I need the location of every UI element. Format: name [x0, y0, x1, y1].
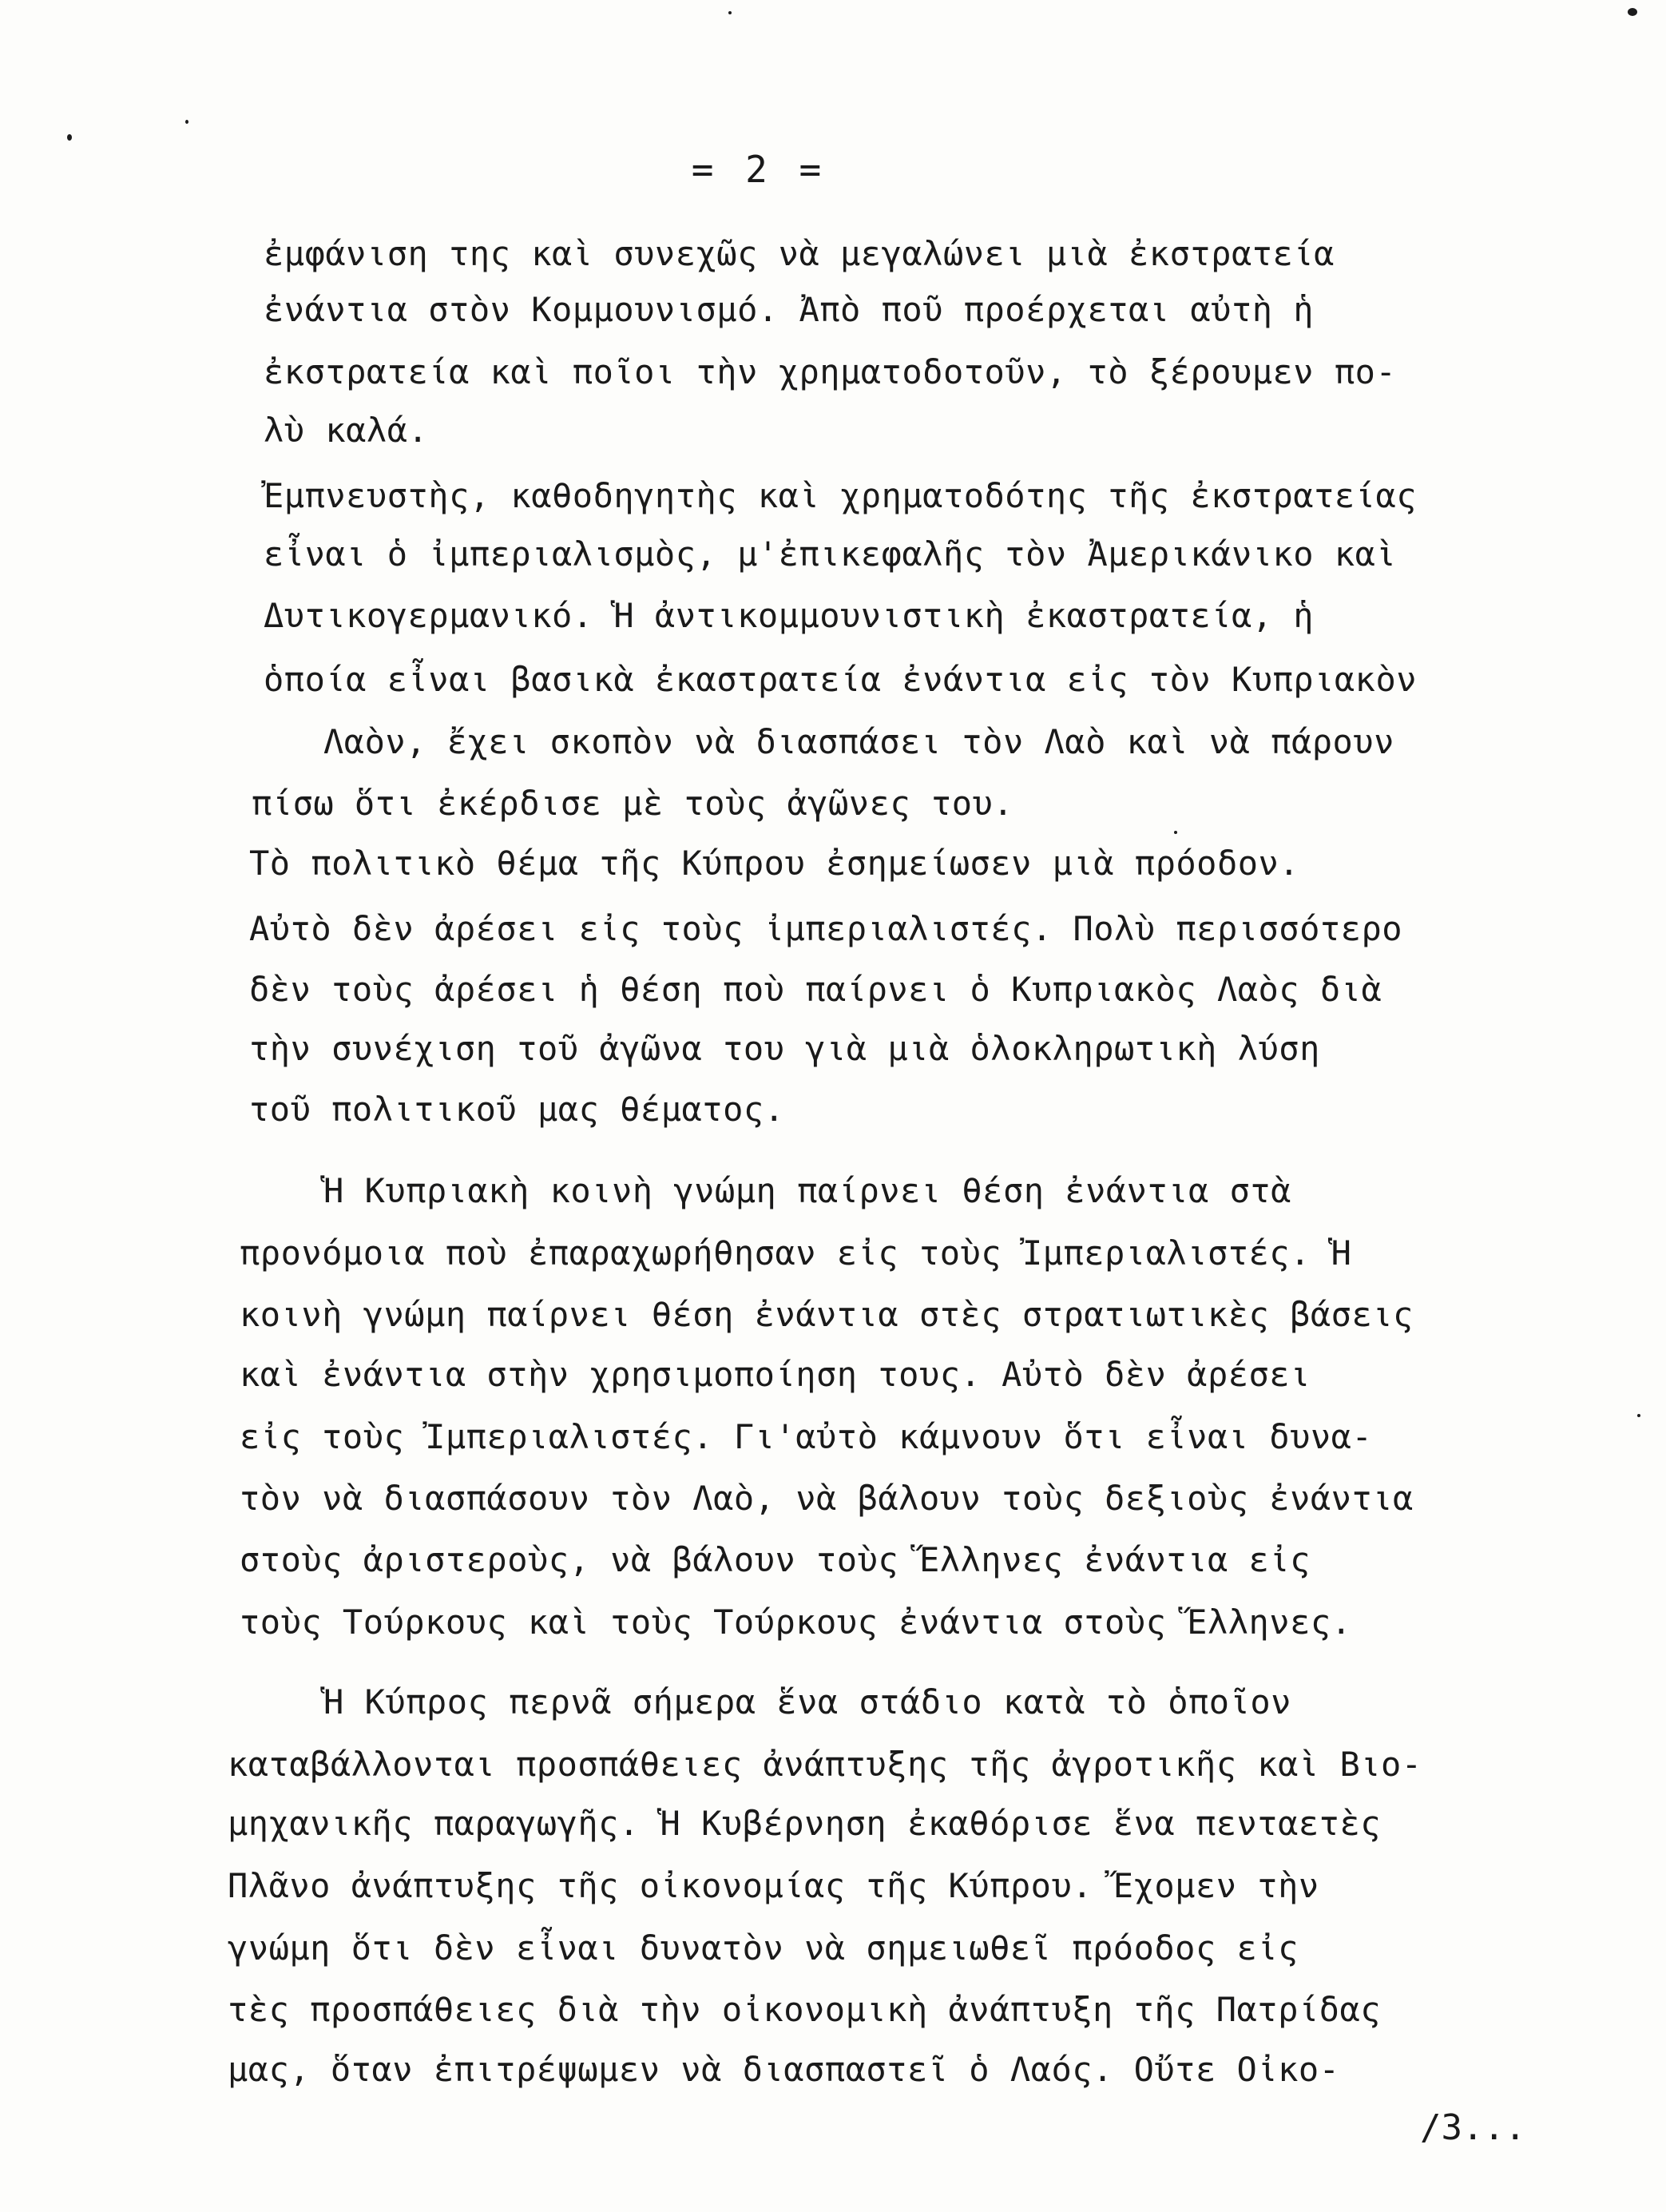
text-line: λὺ καλά.	[264, 411, 429, 450]
text-line: γνώμη ὅτι δὲν εἶναι δυνατὸν νὰ σημειωθεῖ πρόοδος εἰς	[228, 1928, 1299, 1968]
text-line: ἐμφάνιση της καὶ συνεχῶς νὰ μεγαλώνει μιὰ ἐκστρατεία	[264, 234, 1335, 273]
text-line: Πλᾶνο ἀνάπτυξης τῆς οἰκονομίας τῆς Κύπρου. Ἔχομεν τὴν	[228, 1866, 1319, 1905]
continuation-marker: /3...	[1420, 2107, 1526, 2148]
text-line: ἐνάντια στὸν Κομμουνισμό. Ἀπὸ ποῦ προέρχεται αὐτὴ ἡ	[264, 290, 1315, 329]
text-line: Δυτικογερμανικό. Ἡ ἀντικομμουνιστικὴ ἐκαστρατεία, ἡ	[264, 596, 1315, 635]
text-line: καὶ ἐνάντια στὴν χρησιμοποίηση τους. Αὐτὸ δὲν ἀρέσει	[240, 1355, 1311, 1394]
text-line: Αὐτὸ δὲν ἀρέσει εἰς τοὺς ἰμπεριαλιστές. Πολὺ περισσότερο	[249, 909, 1403, 948]
text-line: ἐκστρατεία καὶ ποῖοι τὴν χρηματοδοτοῦν, τὸ ξέρουμεν πο-	[264, 352, 1397, 391]
text-line: δὲν τοὺς ἀρέσει ἡ θέση ποὺ παίρνει ὁ Κυπριακὸς Λαὸς διὰ	[249, 970, 1382, 1009]
text-line: στοὺς ἀριστεροὺς, νὰ βάλουν τοὺς Ἕλληνες ἐνάντια εἰς	[240, 1540, 1311, 1579]
text-line: τοῦ πολιτικοῦ μας θέματος.	[249, 1090, 785, 1129]
page-number: = 2 =	[691, 148, 827, 191]
text-line: εἶναι ὁ ἰμπεριαλισμὸς, μ'ἐπικεφαλῆς τὸν Ἀμερικάνικο καὶ	[264, 534, 1397, 574]
text-line: προνόμοια ποὺ ἐπαραχωρήθησαν εἰς τοὺς Ἰμπεριαλιστές. Ἡ	[240, 1233, 1352, 1273]
text-line: τὸν νὰ διασπάσουν τὸν Λαὸ, νὰ βάλουν τοὺς δεξιοὺς ἐνάντια	[240, 1479, 1414, 1518]
text-line: Τὸ πολιτικὸ θέμα τῆς Κύπρου ἐσημείωσεν μιὰ πρόοδον.	[249, 844, 1300, 883]
text-line: Ἡ Κυπριακὴ κοινὴ γνώμη παίρνει θέση ἐνάντια στὰ	[323, 1171, 1291, 1210]
text-line: μηχανικῆς παραγωγῆς. Ἡ Κυβέρνηση ἐκαθόρισε ἕνα πενταετὲς	[228, 1804, 1382, 1843]
text-line: καταβάλλονται προσπάθειες ἀνάπτυξης τῆς ἀγροτικῆς καὶ Βιο-	[228, 1745, 1422, 1784]
text-line: τὲς προσπάθειες διὰ τὴν οἰκονομικὴ ἀνάπτυξη τῆς Πατρίδας	[228, 1990, 1382, 2029]
text-line: εἰς τοὺς Ἰμπεριαλιστές. Γι'αὐτὸ κάμνουν ὅτι εἶναι δυνα-	[240, 1417, 1373, 1456]
text-line: Λαὸν, ἔχει σκοπὸν νὰ διασπάσει τὸν Λαὸ καὶ νὰ πάρουν	[323, 722, 1394, 761]
text-line: κοινὴ γνώμη παίρνει θέση ἐνάντια στὲς στρατιωτικὲς βάσεις	[240, 1295, 1414, 1334]
text-line: πίσω ὅτι ἐκέρδισε μὲ τοὺς ἀγῶνες του.	[252, 784, 1014, 823]
text-line: ὁποία εἶναι βασικὰ ἐκαστρατεία ἐνάντια εἰς τὸν Κυπριακὸν	[264, 660, 1418, 699]
text-line: Ἡ Κύπρος περνᾶ σήμερα ἕνα στάδιο κατὰ τὸ ὁποῖον	[323, 1682, 1291, 1722]
text-line: τὴν συνέχιση τοῦ ἀγῶνα του γιὰ μιὰ ὁλοκληρωτικὴ λύση	[249, 1029, 1320, 1068]
text-line: μας, ὅταν ἐπιτρέψωμεν νὰ διασπαστεῖ ὁ Λαός. Οὔτε Οἰκο-	[228, 2050, 1340, 2089]
text-line: τοὺς Τούρκους καὶ τοὺς Τούρκους ἐνάντια στοὺς Ἕλληνες.	[240, 1602, 1352, 1642]
text-line: Ἐμπνευστὴς, καθοδηγητὴς καὶ χρηματοδότης τῆς ἐκστρατείας	[264, 476, 1418, 515]
